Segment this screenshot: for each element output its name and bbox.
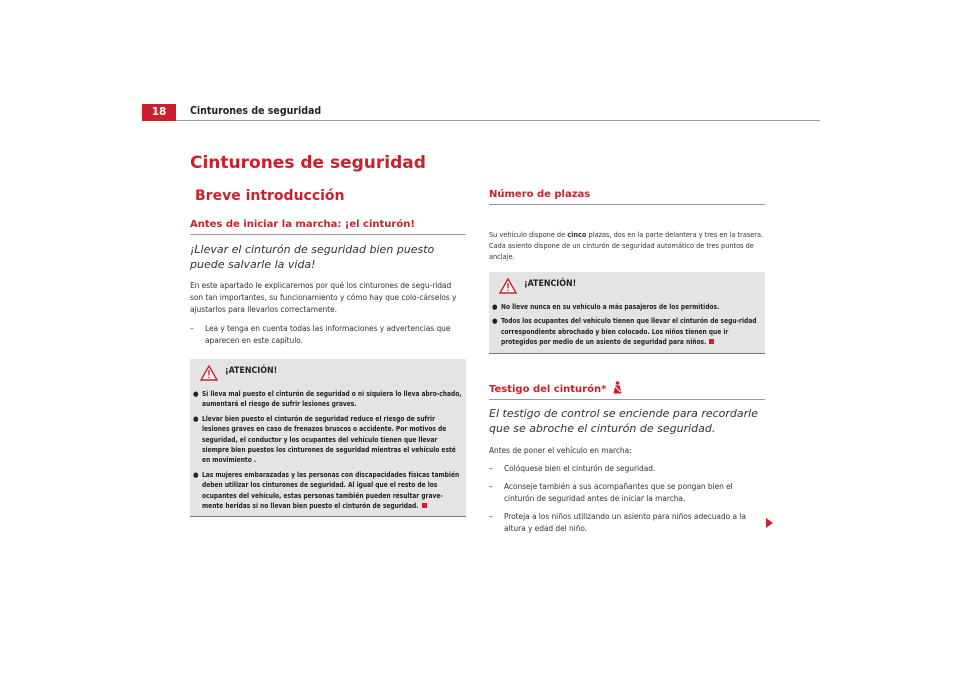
dash-marker: – — [489, 462, 493, 473]
section-heading-text: Testigo del cinturón* — [489, 383, 607, 395]
intro-paragraph: En este apartado le explicaremos por qué los cinturones de segu-ridad son tan importantes, su funcionamiento y cómo hay que colo-cárselos y ajustarlos para llevarlos correctamente. — [190, 280, 457, 314]
seats-count: cinco — [567, 230, 587, 239]
dash-marker: – — [190, 323, 194, 333]
right-column — [489, 189, 765, 534]
seats-text-after: plazas, dos en la parte delantera y tres en la trasera. Cada asiento dispone de un cinturón de seguridad automático de tres puntos de anclaje. — [489, 230, 764, 261]
left-column — [190, 219, 466, 517]
chapter-title: Cinturones de seguridad — [190, 153, 426, 173]
warning-header — [190, 359, 466, 385]
warning-title: ¡ATENCIÓN! — [225, 366, 278, 376]
dash-marker: – — [489, 480, 493, 491]
warning-item-text: Todos los ocupantes del vehículo tienen que llevar el cinturón de segu-ridad correspondiente abrochado y bien colocado. Los niños tienen que ir protegidos por medio de un asiento de seguridad para niños. — [501, 317, 757, 347]
list-item — [489, 510, 765, 534]
seatbelt-warning-icon — [612, 381, 623, 394]
warning-item-text: No lleve nunca en su vehículo a más pasajeros de los permitidos. — [501, 303, 720, 311]
intro-text: Antes de poner el vehículo en marcha: — [489, 444, 632, 455]
warning-item — [193, 470, 463, 512]
bullet-icon: ● — [492, 317, 498, 326]
dash-marker: – — [489, 510, 493, 521]
bullet-icon: ● — [492, 303, 498, 311]
warning-item-text: Si lleva mal puesto el cinturón de seguridad o ni siquiera lo lleva abro-chado, aumentará el riesgo de sufrir lesiones graves. — [202, 390, 462, 409]
warning-item — [492, 316, 762, 347]
lead-text: ¡Llevar el cinturón de seguridad bien puesto puede salvarle la vida! — [190, 243, 435, 271]
chapter-subtitle: Breve introducción — [195, 188, 345, 204]
list-item-text: Proteja a los niños utilizando un asiento para niños adecuado a la altura y edad del niño. — [504, 510, 746, 533]
seats-text-before: Su vehículo dispone de — [489, 230, 568, 239]
warning-box — [489, 272, 765, 354]
list-item-text: Lea y tenga en cuenta todas las informaciones y advertencias que aparecen en este capítulo. — [205, 323, 451, 345]
warning-item-text: Las mujeres embarazadas y las personas con discapacidades físicas también deben utilizar los cinturones de seguridad. Al igual que el resto de los ocupantes del vehículo, estas personas también pueden resultar grave-mente heridas si no llevan bien puesto el cinturón de seguridad. — [202, 470, 460, 511]
seats-paragraph — [489, 229, 765, 262]
list-item — [489, 480, 765, 504]
section-heading-seats: Número de plazas — [489, 189, 765, 205]
section-end-icon — [709, 339, 714, 344]
page-number: 18 — [142, 104, 176, 121]
section-end-icon — [422, 503, 427, 508]
header-rule — [176, 120, 820, 121]
list-item — [489, 462, 765, 474]
warning-item-text: Llevar bien puesto el cinturón de seguridad reduce el riesgo de sufrir lesiones graves en caso de frenazos bruscos o accidente. Por motivos de seguridad, el conductor y los ocupantes del vehículo tienen que llevar siempre bien puestos los cinturones de seguridad mientras el vehículo esté en movimiento . — [202, 414, 456, 465]
bullet-icon: ● — [193, 414, 199, 423]
warning-body — [190, 385, 466, 516]
running-header: Cinturones de seguridad — [190, 105, 322, 117]
warning-triangle-icon — [499, 278, 517, 294]
warning-box — [190, 359, 466, 517]
next-page-arrow-icon — [766, 518, 773, 528]
list-item — [190, 322, 466, 346]
warning-item — [193, 389, 463, 410]
bullet-icon: ● — [193, 390, 199, 398]
list-item-text: Aconseje también a sus acompañantes que se pongan bien el cinturón de seguridad antes de iniciar la marcha. — [504, 480, 733, 503]
warning-item — [193, 414, 463, 466]
warning-title: ¡ATENCIÓN! — [524, 279, 577, 289]
warning-header — [489, 272, 765, 298]
list-item-text: Colóquese bien el cinturón de seguridad. — [504, 462, 656, 473]
warning-triangle-icon — [200, 365, 218, 381]
section-heading-seatbelt: Antes de iniciar la marcha: ¡el cinturón! — [190, 219, 466, 235]
bullet-icon: ● — [193, 470, 199, 479]
warning-item — [492, 302, 762, 312]
lead-text: El testigo de control se enciende para recordarle que se abroche el cinturón de seguridad. — [489, 406, 758, 435]
section-heading-warning-light — [489, 381, 765, 400]
warning-body — [489, 298, 765, 353]
